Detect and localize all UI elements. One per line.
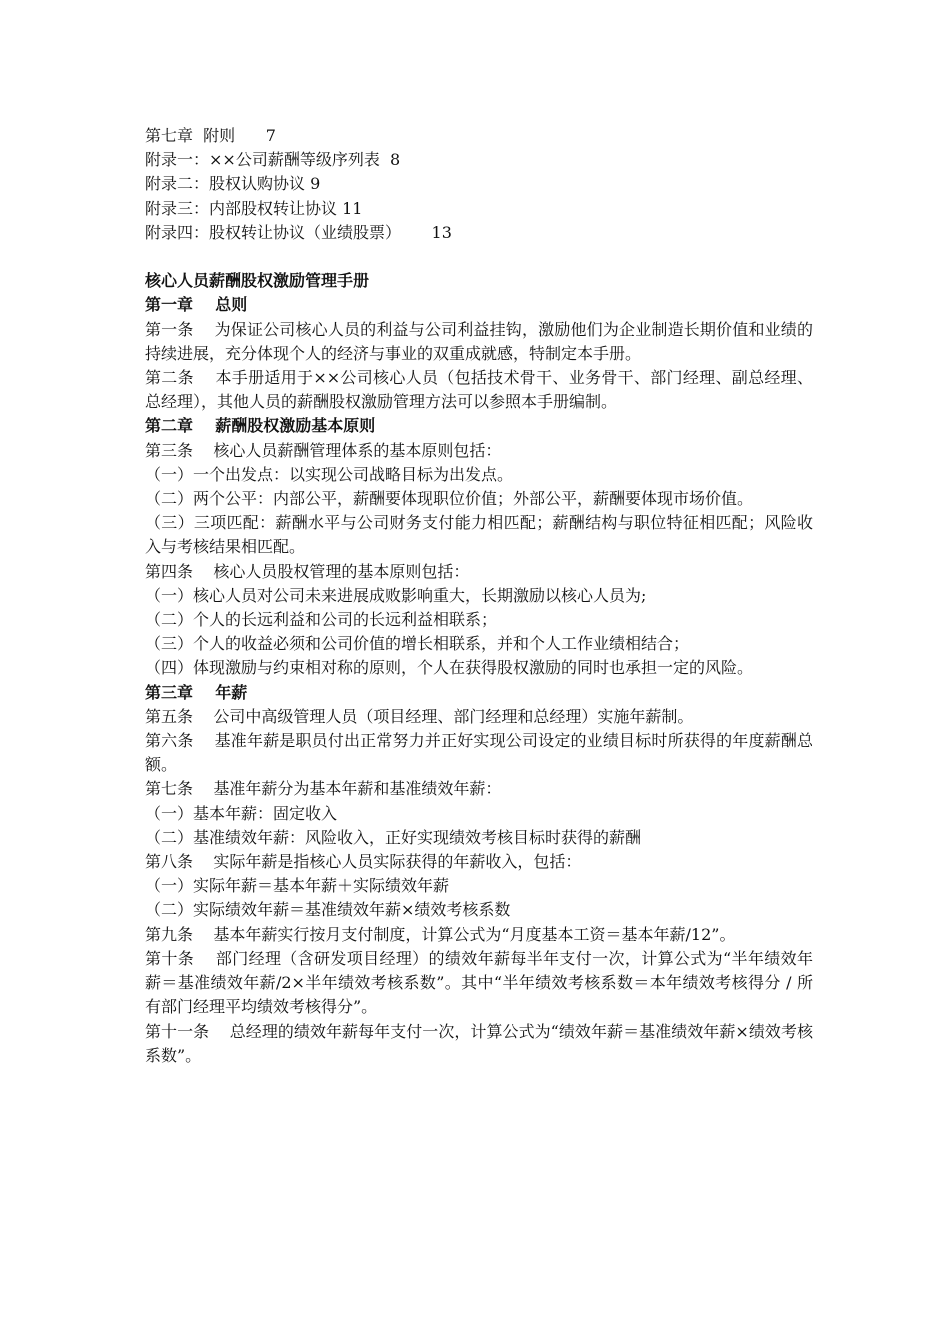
toc-entry-appendix2: 附录二：股权认购协议 9 [145,174,321,194]
blank-line [145,245,813,269]
article-7-item-2: （二）基准绩效年薪：风险收入，正好实现绩效考核目标时获得的薪酬 [145,827,642,847]
article-9: 第九条 基本年薪实行按月支付制度，计算公式为“月度基本工资＝基本年薪/12”。 [145,924,736,944]
article-5: 第五条 公司中高级管理人员（项目经理、部门经理和总经理）实施年薪制。 [145,706,694,726]
article-1: 第一条 为保证公司核心人员的利益与公司利益挂钩，激励他们为企业制造长期价值和业绩的持续进展，充分体现个人的经济与事业的双重成就感，特制定本手册。 [145,319,813,363]
article-4-item-3: （三）个人的收益必须和公司价值的增长相联系，并和个人工作业绩相结合； [145,634,690,654]
toc-entry-chapter7: 第七章 附则 7 [145,126,276,145]
article-8: 第八条 实际年薪是指核心人员实际获得的年薪收入，包括： [145,852,582,872]
article-10: 第十条 部门经理（含研发项目经理）的绩效年薪每半年支付一次，计算公式为“半年绩效年薪＝基准绩效年薪/2×半年绩效考核系数”。其中“半年绩效考核系数＝本年绩效考核得分 / 所有部门经理平均绩效考核得分”。 [145,948,813,1017]
article-7: 第七条 基准年薪分为基本年薪和基准绩效年薪： [145,779,502,799]
document-title: 核心人员薪酬股权激励管理手册 [145,271,370,291]
article-4: 第四条 核心人员股权管理的基本原则包括： [145,561,470,581]
article-3-item-3: （三）三项匹配：薪酬水平与公司财务支付能力相匹配；薪酬结构与职位特征相匹配；风险收入与考核结果相匹配。 [145,513,813,557]
article-2: 第二条 本手册适用于××公司核心人员（包括技术骨干、业务骨干、部门经理、副总经理、总经理），其他人员的薪酬股权激励管理方法可以参照本手册编制。 [145,368,813,412]
article-8-item-1: （一）实际年薪＝基本年薪＋实际绩效年薪 [145,876,450,896]
article-6: 第六条 基准年薪是职员付出正常努力并正好实现公司设定的业绩目标时所获得的年度薪酬总额。 [145,731,813,775]
chapter-1-title: 第一章 总则 [145,295,248,315]
toc-entry-appendix3: 附录三：内部股权转让协议 11 [145,198,363,218]
article-4-item-1: （一）核心人员对公司未来进展成败影响重大，长期激励以核心人员为; [145,585,647,605]
article-3-item-2: （二）两个公平：内部公平，薪酬要体现职位价值；外部公平，薪酬要体现市场价值。 [145,489,754,509]
article-11: 第十一条 总经理的绩效年薪每年支付一次，计算公式为“绩效年薪＝基准绩效年薪×绩效考核系数”。 [145,1021,813,1065]
toc-entry-appendix1: 附录一：××公司薪酬等级序列表 8 [145,150,401,170]
article-4-item-2: （二）个人的长远利益和公司的长远利益相联系； [145,610,498,630]
article-3: 第三条 核心人员薪酬管理体系的基本原则包括： [145,440,502,460]
table-of-contents [145,124,813,245]
article-8-item-2: （二）实际绩效年薪＝基准绩效年薪×绩效考核系数 [145,900,511,920]
toc-entry-appendix4: 附录四：股权转让协议（业绩股票） 13 [145,222,452,242]
chapter-2-title: 第二章 薪酬股权激励基本原则 [145,416,376,436]
chapter-3-title: 第三章 年薪 [145,682,248,702]
article-7-item-1: （一）基本年薪：固定收入 [145,803,338,823]
article-3-item-1: （一）一个出发点：以实现公司战略目标为出发点。 [145,464,514,484]
article-4-item-4: （四）体现激励与约束相对称的原则，个人在获得股权激励的同时也承担一定的风险。 [145,658,754,678]
document-page [145,124,813,1068]
